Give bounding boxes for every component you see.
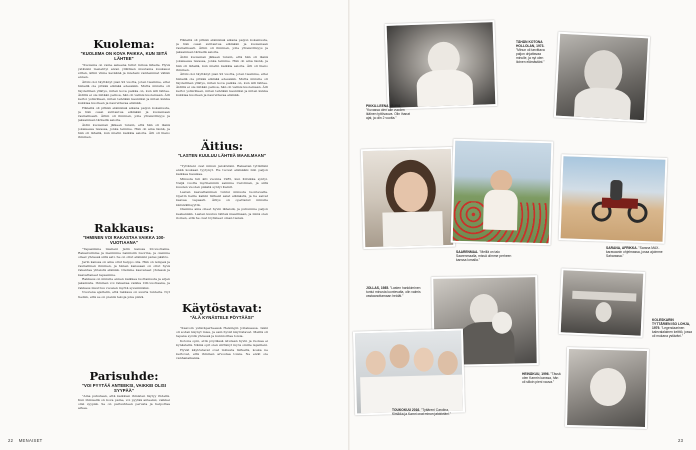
kaytostavat-quote: "ÄLÄ KYNÄSTELE PÖYTÄÄSI" xyxy=(189,315,255,320)
page-gutter xyxy=(348,0,350,450)
aitius-quote: "LASTEN KUULUU LÄHTEÄ MAAILMAAN" xyxy=(178,153,266,158)
caption-label: SARANA, AFRIKKA. xyxy=(606,246,638,250)
rakkaus-paragraph: Rakkaus on minulle ennen kaikkea luottamusta ja arjen jakamista. Ihminen voi rakastaa vaikka 100-vuotiaana, ja rakkaus muuttuu vuosien myötä syvemmäksi. xyxy=(78,277,170,290)
kuolema-body xyxy=(78,63,170,183)
kuolema-paragraph: Hänellä oli pitkän elämänsä aikana paljon kokemusta, ja hän osasi suhtautua elämään ja kuolemaan rauhallisesti. Äitini oli ihminen, jolle yhteisöllisyys ja jaksamisen tärkeitä asioita. xyxy=(78,105,170,123)
kitchen-photo xyxy=(559,268,646,338)
kaytostavat-paragraph: Hyvät käytöstavat ovat minusta tärkeitä, koska ne kertovat, että ihminen arvostaa toisia. Ne eivät ole vanhanaikaisia. xyxy=(176,347,268,361)
toddler-photo xyxy=(554,32,650,123)
kaytostavat-title: Käytöstavat: xyxy=(181,301,263,315)
magazine-name: MENAISET xyxy=(18,438,43,443)
kuolema-paragraph: Äitini oloi täyttänyt pian 92 vuotta, joten tiesinme, ettei hänellä ole pitkää elämää edessään. Mutta minulle oli täydellinen yllätys, miten kova paikka on, kun äiti lähtee. Äidillä ei ole mitään pelkoa, hän oli valmis kuolemaan. Äiti kertoi ystävilleen, miten tehdään kauniiksi ja miten kukka kukkiaa kuolleen ja naurettavaa elämää. xyxy=(176,72,268,98)
kuolema-title: Kuolema: xyxy=(93,37,155,51)
aitius-paragraph: Olemme aina olleet hyvin läheisiä, ja puhumme paljon keskenään. Lasten kuuluu lähteä maailmaan, ja minä olen iloinen, että he ovat löytäneet oman tiensä. xyxy=(176,207,268,220)
kaytostavat-body xyxy=(176,326,268,436)
right-page-number: 23 xyxy=(678,438,684,443)
parisuhde-quote: "VOI PYYTÄÄ ANTEEKSI, VAIKKEI OLISI SYYPÄÄ" xyxy=(81,383,167,393)
kaytostavat-paragraph: Kotona opin, että pöydässä istutaan hyvin ja ruokaa ei kynästellä. Nämä opit olen siirtänyt myös omille lapsilleni. xyxy=(176,339,268,348)
caption-label: PIKKU-LEENA VAUVA. xyxy=(366,104,402,108)
koleskari-caption xyxy=(652,318,692,338)
sarana-caption xyxy=(606,246,670,258)
rakkaus-body xyxy=(78,247,170,359)
rakkaus-paragraph: "Tapasimme mieheni Jarin kanssa 20-vuotiaina. Rakastuimme ja menimme naimisiin nuorina, ja olemme olleet yhdessä siitä asti. Se on ollut elämäni paras päätös. xyxy=(78,247,170,260)
caption-label: TOUKOKUU 2016. xyxy=(392,408,421,412)
rakkaus-title: Rakkaus: xyxy=(94,221,154,235)
kuolema-paragraph: "Kuolema on vaine askeena tullut minua lähelle. Hyvä ystäväni menehtyi aivan yllättäen muutama kuukausi sitten, äitini viime keväänä ja mieheni vanhemmat vähän ennen. xyxy=(78,63,170,80)
caption-text: "Meillä on talo Saarenmaalla, missä olimme perheen kanssa lomalla." xyxy=(456,250,512,263)
caption-text: "Sarana MAX-karavaanin ohjelmassa, jossa ajoimme Saharassa." xyxy=(606,246,663,259)
rakkaus-quote: "IHMINEN VOI RAKASTAA VAIKKA 100-VUOTIAANA" xyxy=(83,235,165,245)
motorcycle-photo xyxy=(559,154,668,244)
left-page-number: 22 xyxy=(8,438,14,443)
pikku-leena-caption xyxy=(366,104,414,120)
baby-closeup-photo xyxy=(565,347,649,429)
aitius-paragraph: Lasten kasvattaminen tuntui minusta luontevalta. Opetin heille kaikki tärkeät asiat elämästä, ja he saivat kasvaa vapaasti. Äitiys on opettanut minulle kärsivällisyyttä. xyxy=(176,190,268,207)
rakkaus-paragraph: Nuorena ajattelin, että rakkaus on suuria tunteita. Nyt tiedän, että se on pieniä tekoja joka päivä. xyxy=(78,290,170,299)
poppy-field-photo xyxy=(451,139,554,246)
caption-text: "Tässä olen Kamrin kanssa, hän oli silloin pieni vauva." xyxy=(522,372,561,385)
caption-text: "Kuvassa olen alle vuoden ikäinen tyttövauva. Olin ihanat ajat, ja olin 2 vuotta." xyxy=(366,108,410,121)
right-folio xyxy=(678,438,683,443)
family-group-photo xyxy=(353,329,465,416)
caption-text: "Lasten hankkiminen tuntui minusta luontevalta, olin valmis vastaanottamaan heidät." xyxy=(366,286,421,299)
kuolema-paragraph: Äidin kuoleman jälkeen tunsin, että hän oli läsnä jokaisessa tavassa, jonka teimme. Hän oli aina läsnä, ja hän oli lähellä, kun mietin kaikkia asioita. Äiti oli hieno ihminen. xyxy=(176,55,268,72)
caption-text: "Legendaarinen kalevalalainen keittiö, jossa oli mukana ystäväni." xyxy=(652,326,692,339)
aitius-paragraph: "Tyttäreni ovat minun jalokiviäni. Rakastan tyttäriäni enkä koskaan tyytynyt. He tuovat elämääni niin paljon kaikkea hauskaa. xyxy=(176,164,268,177)
kuolema-paragraph: Äitini oloi täyttänyt pian 92 vuotta, joten tiesinme, ettei hänellä ole pitkää elämää edessään. Mutta minulle oli täydellinen yllätys, miten kova paikka on, kun äiti lähtee. Äidillä ei ole mitään pelkoa, hän oli valmis kuolemaan. Äiti kertoi ystävilleen, miten tehdään kauniiksi ja miten kukka kukkiaa kuolleen ja naurettavaa elämää. xyxy=(78,80,170,105)
caption-label: KOLESKARIN TYTTÄRIEN ISO LOHJA, 1979. xyxy=(652,318,691,331)
hollola-caption xyxy=(516,40,552,65)
aitius-paragraph: Minusta tuli äiti vuonna 1985, kun Kirsikka syntyi. Neljä vuotta myöhemmin saimme Carolinan, ja siitä kuuden vuoden päästä syntyi Kamri. xyxy=(176,177,268,190)
rakkaus-paragraph: Jarin kanssa on aina ollut helppo olla. Hän on lempeä ja rauhallinen ihminen, ja hänen kanssaan on ollut hyvä rakentaa yhteistä elämää. Olemme kasvaneet yhdessä ja kasvattaneet lapsemme. xyxy=(78,260,170,277)
left-folio xyxy=(8,438,43,443)
caption-label: TÄHÄN KOTONA HOLLOLAN, 1973. xyxy=(516,40,545,49)
kuolema-paragraph: Äidin kuoleman jälkeen tunsin, että hän oli läsnä jokaisessa tavassa, jonka teimme. Hän oli aina läsnä, ja hän oli lähellä, kun mietin kaikkia asioita. Äiti oli hieno ihminen. xyxy=(78,122,170,140)
caption-text: "Minun oli tarvittava paljon ohjattavaa minulle, ja nyt olen iloinen elämästäni." xyxy=(516,48,545,65)
continuation-text xyxy=(176,38,268,134)
baby-photo xyxy=(385,20,498,110)
kaytostavat-paragraph: "Kasvoin ystäväperheessä Helsingin Jollaksessa. Isäni oli sodan käynyt mies, ja sain hyvät käytöstavat. Meillä oli tapana syödä yhdessä ja kunnioittaa toisia. xyxy=(176,326,268,339)
caption-label: HEINÄKUU, 1996. xyxy=(522,372,550,376)
kuolema-paragraph: Hänellä oli pitkän elämänsä aikana paljon kokemusta, ja hän osasi suhtautua elämään ja kuolemaan rauhallisesti. Äitini oli ihminen, jolle yhteisöllisyys ja jaksamisen tärkeitä asioita. xyxy=(176,38,268,55)
caption-text: "Tyttäreni Carolina, Kirsikka ja Kamri ovat minun jalokiviäni." xyxy=(392,408,451,417)
parisuhde-title: Parisuhde: xyxy=(89,369,159,383)
caption-label: SAARENMAA. xyxy=(456,250,479,254)
kuolema-quote: "KUOLEMA ON KOVA PAIKKA, KUN SIITÄ LÄHTEE" xyxy=(80,51,168,61)
woman-portrait-photo xyxy=(361,147,456,249)
parisuhde-body xyxy=(78,394,170,436)
saarenmaa-caption xyxy=(456,250,516,262)
toukokuu-caption xyxy=(392,408,452,416)
heinakuu-caption xyxy=(522,372,562,384)
jollas-caption xyxy=(366,286,424,298)
caption-label: JOLLAS, 1985. xyxy=(366,286,390,290)
aitius-title: Äitius: xyxy=(200,139,244,153)
parisuhde-paragraph: "Aina puhutaan, että kaikkien ihmisten täytyy riidellä. Kun ihmisellä on kova paine, voi pyytää anteeksi, vaikkei olisi syypää. Se on parisuhteen perusta ja helpottaa arkea. xyxy=(78,394,170,411)
aitius-body xyxy=(176,164,268,296)
